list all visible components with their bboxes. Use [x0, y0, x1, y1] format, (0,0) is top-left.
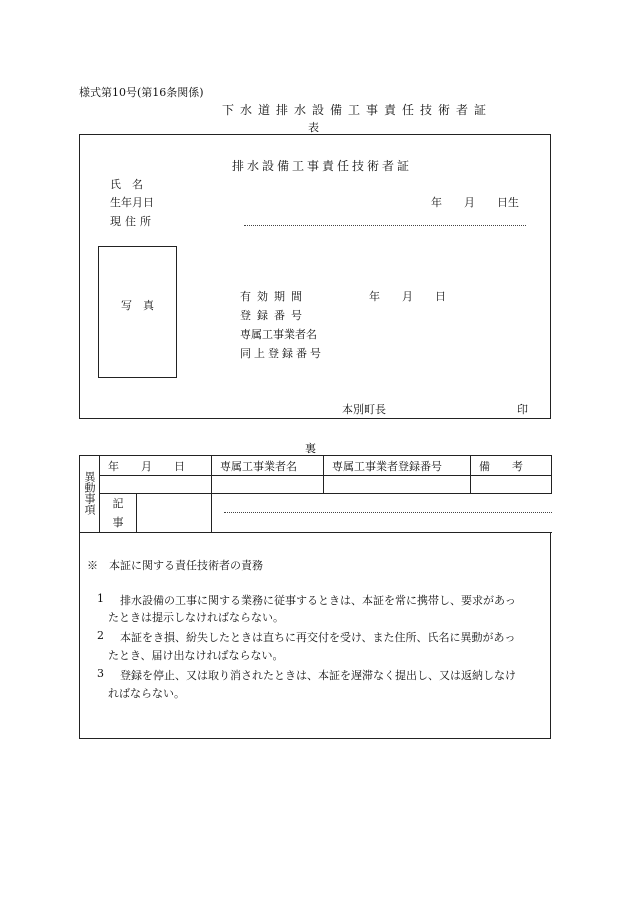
validity-suffix: 年 月 日: [369, 290, 446, 303]
changes-label-cell: [80, 456, 100, 533]
contractor-reg-label: 同上登録番号: [240, 347, 324, 360]
dob-suffix: 年 月 日生: [431, 196, 519, 209]
notes-line: [224, 512, 552, 513]
validity-label: 有効期間: [240, 290, 308, 303]
contractor-reg-header: 専属工事業者登録番号: [324, 456, 471, 476]
registration-label: 登録番号: [240, 309, 308, 322]
document-title: 下水道排水設備工事責任技術者証: [222, 103, 493, 117]
form-number: 様式第10号(第16条関係): [79, 86, 204, 99]
issuer: 本別町長: [342, 403, 386, 416]
remarks-cell: [471, 476, 552, 494]
notes-label-1: 記: [112, 497, 124, 510]
notes-field: [212, 494, 552, 533]
notes-label-2: 事: [112, 516, 124, 529]
back-side-label: 裏: [305, 442, 316, 455]
duty-1-line2: たときは提示しなければならない。: [108, 611, 284, 624]
duty-2-line1: 本証をき損、紛失したときは直ちに再交付を受け、また住所、氏名に異動があっ: [120, 631, 516, 644]
dob-label: 生年月日: [110, 196, 154, 209]
address-label: 現住所: [110, 215, 155, 228]
date-header: 年 月 日: [100, 456, 212, 476]
seal-mark: 印: [517, 403, 528, 416]
card-title: 排水設備工事責任技術者証: [232, 159, 413, 173]
notes-label-cell: [100, 494, 137, 533]
date-cell: [100, 476, 212, 494]
duties-box: [79, 532, 551, 739]
contractor-label: 専属工事業者名: [240, 328, 317, 341]
address-line: [244, 225, 526, 226]
front-side-label: 表: [308, 121, 319, 134]
duty-2-line2: たとき、届け出なければならない。: [108, 649, 284, 662]
photo-box: [98, 246, 177, 378]
changes-table: [79, 455, 552, 533]
notes-blank-cell: [137, 494, 212, 533]
duties-heading: ※ 本証に関する責任技術者の責務: [87, 559, 263, 572]
duty-1-line1: 排水設備の工事に関する業務に従事するときは、本証を常に携帯し、要求があっ: [120, 594, 516, 607]
contractor-header: 専属工事業者名: [212, 456, 324, 476]
name-label: 氏 名: [110, 178, 143, 191]
changes-label: 異動事項: [83, 470, 96, 515]
photo-label: 写 真: [121, 299, 154, 312]
duty-2-number: 2: [97, 629, 104, 642]
remarks-header: 備 考: [471, 456, 552, 476]
duty-3-number: 3: [97, 667, 104, 680]
contractor-cell: [212, 476, 324, 494]
front-card: [79, 134, 551, 419]
contractor-reg-cell: [324, 476, 471, 494]
duty-3-line2: ればならない。: [108, 687, 185, 700]
duty-1-number: 1: [97, 592, 104, 605]
duty-3-line1: 登録を停止、又は取り消されたときは、本証を遅滞なく提出し、又は返納しなけ: [120, 669, 516, 682]
